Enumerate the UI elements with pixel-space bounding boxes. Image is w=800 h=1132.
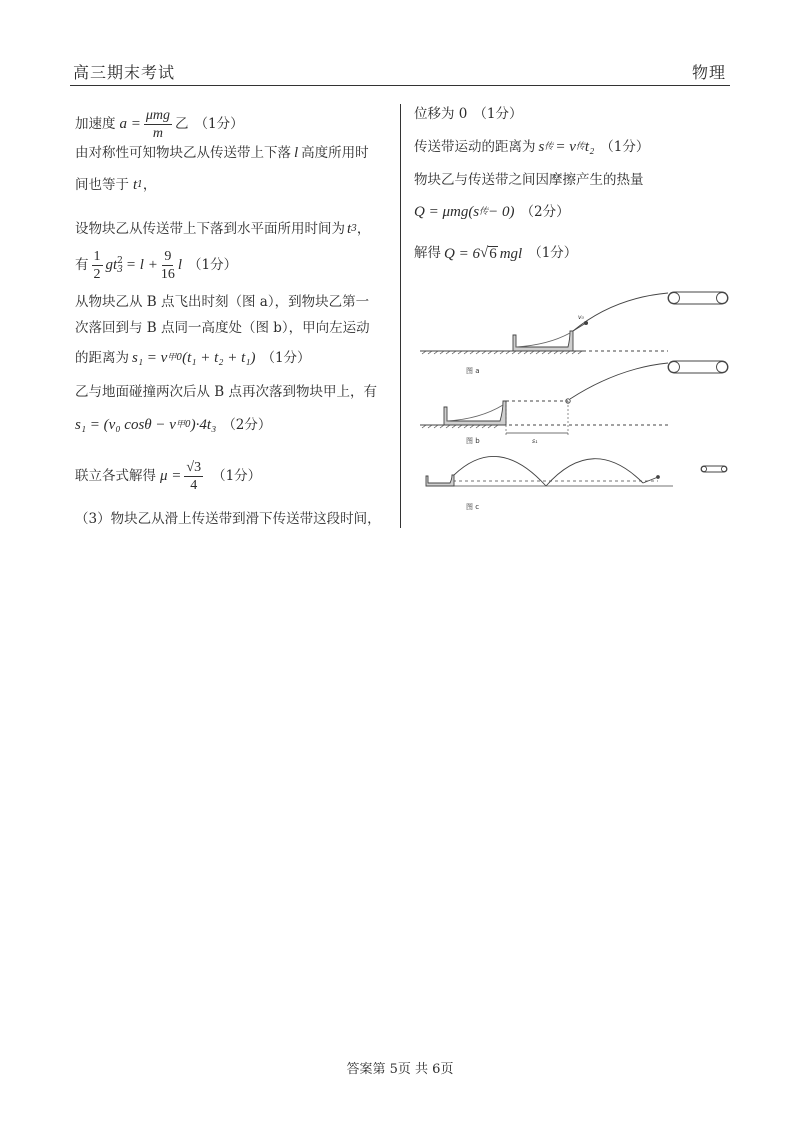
header-subject: 物理 — [691, 63, 726, 82]
s1-label: s₁ — [532, 438, 538, 445]
fig-c-label: 图 c — [466, 503, 480, 511]
figure-c — [426, 456, 727, 486]
block-jia-c — [426, 475, 454, 486]
line-heat-equation: Q = μmg(s 传 − 0) （2分） — [414, 203, 570, 220]
fraction-mu-mg-over-m: $\frac{\text{μmg}}{m}$ — [145, 108, 171, 142]
header-divider — [70, 85, 730, 86]
block-yi-c — [657, 476, 660, 479]
line-displacement-zero: 位移为 0 （1分） — [414, 106, 523, 122]
ground-hatch-b — [422, 425, 498, 428]
header-exam-title: 高三期末考试 — [73, 63, 176, 82]
trajectory-b — [570, 363, 668, 399]
bounce-arc-2 — [546, 459, 643, 486]
fraction-nine-sixteenths: $\frac{9}{16}$ — [160, 249, 175, 283]
sub-sup-stack: 2 3 — [117, 255, 123, 275]
bounce-arc-1 — [454, 456, 546, 486]
roller-left-a — [669, 293, 680, 304]
line-belt-distance: 传送带运动的距离为 s 传 = v 传 t₂ （1分） — [414, 138, 650, 155]
line-collision: 乙与地面碰撞两次后从 B 点再次落到物块甲上，有 — [75, 384, 378, 400]
line-fig-b-ref: 次落回到与 B 点同一高度处（图 b），甲向左运动 — [75, 320, 370, 336]
fraction-half: $\frac{1}{2}$ — [93, 249, 101, 283]
final-trajectory-c — [643, 477, 658, 483]
block-yi-a — [584, 321, 587, 324]
fig-a-label: 图 a — [466, 367, 480, 375]
roller-left-b — [669, 362, 680, 373]
line-symmetry: 由对称性可知物块乙从传送带上下落 l 高度所用时 — [75, 144, 369, 161]
roller-right-c — [721, 466, 726, 471]
column-divider — [400, 104, 401, 528]
roller-left-c — [701, 466, 706, 471]
line-heat-result: 解得 Q = 6 √ 6 mgl （1分） — [414, 245, 578, 262]
line-fall-equation: 有 $\frac{1}{2}$ gt 2 3 = l + $\frac{9}{16}$ l （1分） — [75, 249, 238, 283]
roller-right-b — [717, 362, 728, 373]
roller-right-a — [717, 293, 728, 304]
block-curve-a — [516, 333, 570, 347]
block-jia-a — [513, 331, 573, 351]
ground-hatch-a — [422, 351, 582, 354]
line-time-t3: 设物块乙从传送带上下落到水平面所用时间为 t 3 ， — [75, 220, 371, 237]
line-time-t1: 间也等于 t 1 ， — [75, 176, 157, 193]
v0-arrow — [573, 323, 586, 331]
fig-b-label: 图 b — [466, 437, 480, 445]
line-s1-distance: 的距离为 s₁ = v 甲0 (t₁ + t₂ + t₁) （1分） — [75, 349, 311, 366]
line-acceleration: 加速度 a = $\frac{\text{μmg}}{m}$ 乙 （1分） — [75, 108, 244, 142]
trajectory-a — [573, 293, 668, 331]
fraction-root3-over-4: $\frac{√3}{4}$ — [186, 460, 202, 494]
figure-a — [420, 292, 728, 354]
line-part-3: （3）物块乙从滑上传送带到滑下传送带这段时间， — [75, 511, 381, 527]
line-solve-mu: 联立各式解得 μ = $\frac{√3}{4}$ （1分） — [75, 460, 262, 494]
block-curve-b — [447, 405, 503, 421]
line-s1-equation: s₁ = (v₀ cosθ − v 甲0 )·4t₃ （2分） — [75, 416, 272, 433]
block-jia-b — [444, 401, 506, 425]
line-heat-description: 物块乙与传送带之间因摩擦产生的热量 — [414, 172, 644, 188]
page-footer: 答案第 5页 共 6页 — [346, 1062, 454, 1077]
v0-label: v₀ — [578, 314, 584, 321]
line-fig-a-ref: 从物块乙从 B 点飞出时刻（图 a），到物块乙第一 — [75, 294, 370, 310]
motion-diagrams — [418, 283, 736, 513]
sqrt-six: √ 6 — [479, 245, 497, 262]
